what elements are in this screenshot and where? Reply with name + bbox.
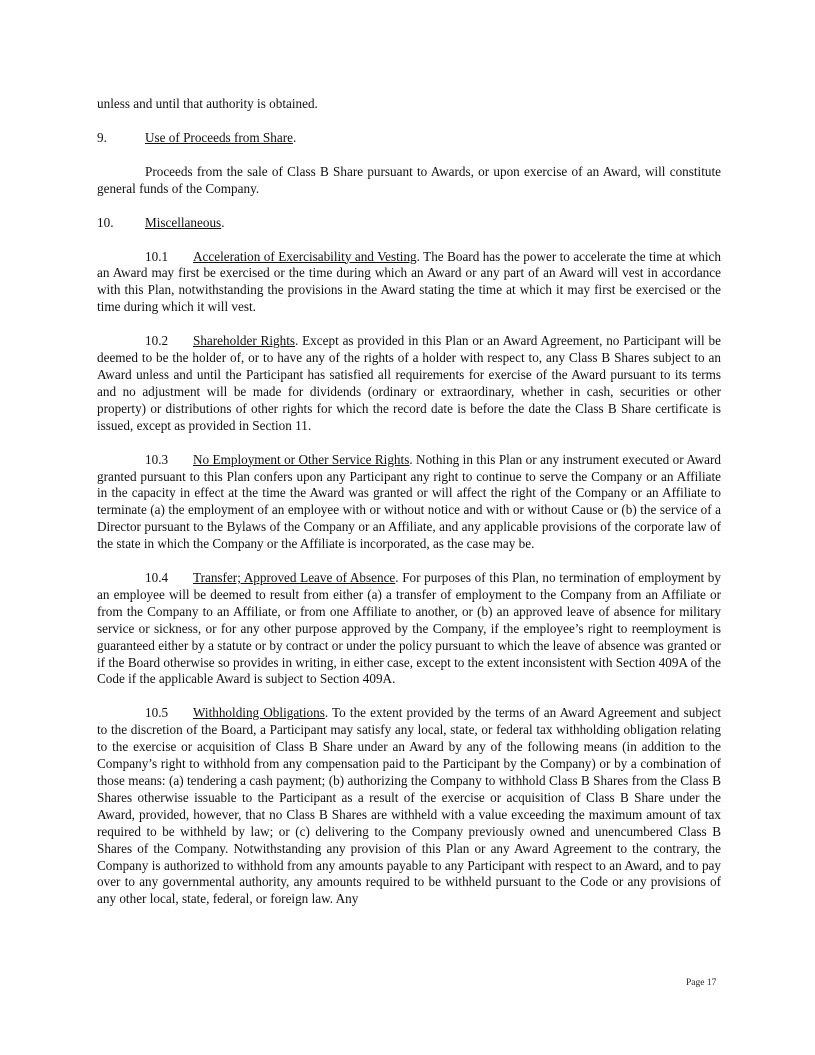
subsection-text: . For purposes of this Plan, no termination of employment by an employee will be deemed to result from either (a) a transfer of employment to the Company from an Affiliate or from the Company to an Affiliate, or from one Affiliate to another, or (b) an approved leave of absence for military service or sickness, or for any other purpose approved by the Company, if the employee’s right to reemployment is guaranteed either by a statute or by contract or under the policy pursuant to which the leave of absence was granted or if the Board otherwise so provides in writing, in either case, except to the extent inconsistent with Section 409A of the Code if the applicable Award is subject to Section 409A. <box>97 570 721 687</box>
subsection-10-2 <box>97 333 721 434</box>
section-number: 10. <box>97 214 114 230</box>
subsection-number: 10.2 <box>145 333 169 349</box>
section-9-body: Proceeds from the sale of Class B Share pursuant to Awards, or upon exercise of an Award, will constitute general funds of the Company. <box>97 163 721 196</box>
subsection-title: No Employment or Other Service Rights <box>193 451 410 467</box>
subsection-title: Transfer; Approved Leave of Absence <box>193 570 396 586</box>
subsection-text: . To the extent provided by the terms of an Award Agreement and subject to the discretion of the Board, a Participant may satisfy any local, state, or federal tax withholding obligation relating to the exercise or acquisition of Class B Share under an Award by any of the following means (in addition to the Company’s right to withhold from any compensation paid to the Participant by the Company) or by a combination of those means: (a) tendering a cash payment; (b) authorizing the Company to withhold Class B Shares from the Class B Shares otherwise issuable to the Participant as a result of the exercise or acquisition of Class B Share under the Award, provided, however, that no Class B Shares are withheld with a value exceeding the maximum amount of tax required to be withheld by law; or (c) delivering to the Company previously owned and unencumbered Class B Shares of the Company. Notwithstanding any provision of this Plan or any Award Agreement to the contrary, the Company is authorized to withhold from any amounts payable to any Participant with respect to an Award, and to pay over to any governmental authority, any amounts required to be withheld pursuant to the Code or any provisions of any other local, state, federal, or foreign law. Any <box>97 705 721 907</box>
subsection-10-4 <box>97 570 721 688</box>
section-10-heading: 10. Miscellaneous. <box>97 214 225 230</box>
subsection-10-5 <box>97 705 721 908</box>
subsection-number: 10.5 <box>145 705 169 721</box>
subsection-title: Acceleration of Exercisability and Vesting <box>193 248 417 264</box>
subsection-number: 10.3 <box>145 451 169 467</box>
subsection-text: . Nothing in this Plan or any instrument executed or Award granted pursuant to this Plan confers upon any Participant any right to continue to serve the Company or an Affiliate in the capacity in effect at the time the Award was granted or will affect the right of the Company or an Affiliate to terminate (a) the employment of an employee with or without notice and with or without Cause or (b) the service of a Director pursuant to the Bylaws of the Company or an Affiliate, and any applicable provisions of the corporate law of the state in which the Company or the Affiliate is incorporated, as the case may be. <box>97 451 721 552</box>
subsection-10-1 <box>97 249 721 317</box>
subsection-number: 10.1 <box>145 248 169 264</box>
section-9-heading: 9. Use of Proceeds from Share. <box>97 129 297 145</box>
subsection-10-3 <box>97 452 721 553</box>
subsection-title: Withholding Obligations <box>193 705 325 721</box>
subsection-title: Shareholder Rights <box>193 333 295 349</box>
section-title: Miscellaneous <box>145 214 222 230</box>
document-body <box>97 96 721 925</box>
subsection-number: 10.4 <box>145 570 169 586</box>
opening-line: unless and until that authority is obtained. <box>97 96 318 111</box>
page-number: Page 17 <box>686 978 717 988</box>
subsection-text: . The Board has the power to accelerate the time at which an Award may first be exercised or the time during which an Award or any part of an Award will vest in accordance with this Plan, notwithstanding the provisions in the Award stating the time at which it may first be exercised or the time during which it will vest. <box>97 248 721 315</box>
section-title: Use of Proceeds from Share <box>145 129 293 145</box>
section-number: 9. <box>97 129 107 145</box>
subsection-text: . Except as provided in this Plan or an Award Agreement, no Participant will be deemed to be the holder of, or to have any of the rights of a holder with respect to, any Class B Shares subject to an Award unless and until the Participant has satisfied all requirements for exercise of the Award pursuant to its terms and no adjustment will be made for dividends (ordinary or extraordinary, whether in cash, securities or other property) or distributions of other rights for which the record date is before the date the Class B Share certificate is issued, except as provided in Section 11. <box>97 333 721 433</box>
